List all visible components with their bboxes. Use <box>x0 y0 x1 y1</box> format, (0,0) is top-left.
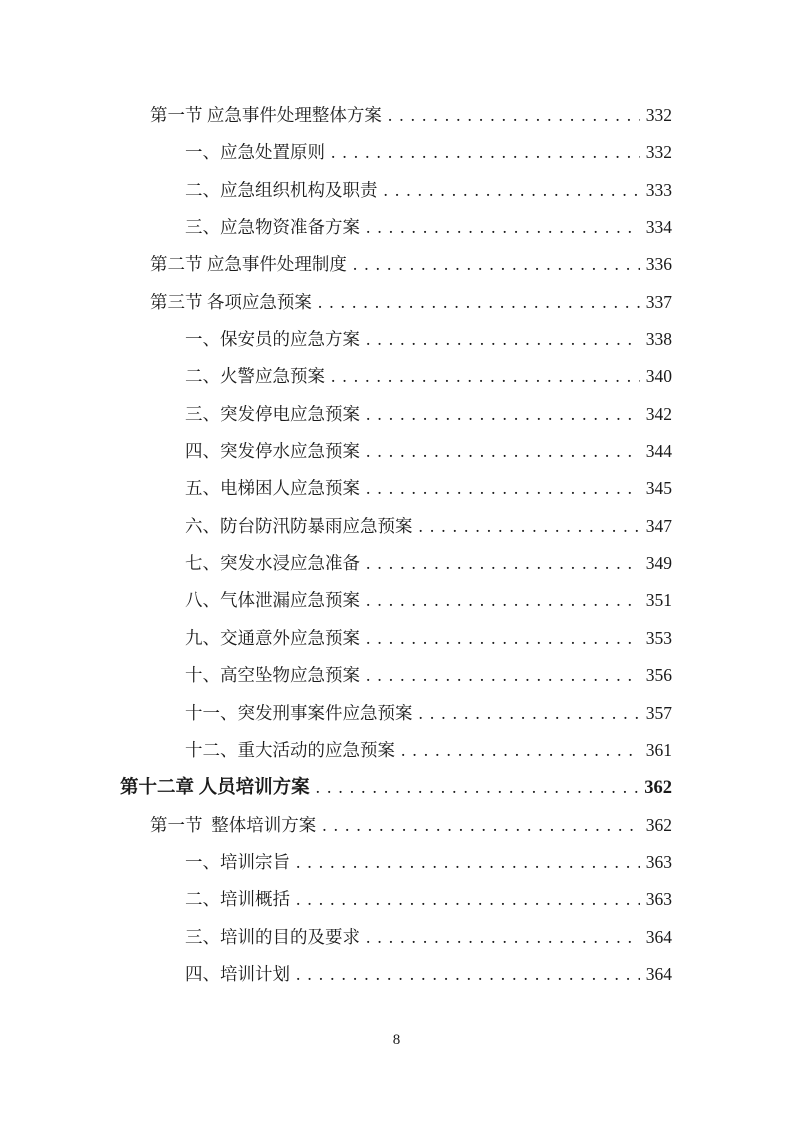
toc-dot-leader <box>322 807 640 844</box>
toc-entry-page: 344 <box>645 441 672 462</box>
toc-entry-title: 十二、重大活动的应急预案 <box>185 739 395 760</box>
toc-entry <box>0 246 672 283</box>
toc-entry <box>0 807 672 844</box>
toc-entry-page: 347 <box>645 515 672 536</box>
toc-entry-title: 二、应急组织机构及职责 <box>185 179 378 200</box>
toc-dot-leader <box>388 97 640 134</box>
toc-dot-leader <box>296 956 640 993</box>
toc-entry <box>0 956 672 993</box>
toc-dot-leader <box>419 695 641 732</box>
toc-entry-title: 九、交通意外应急预案 <box>185 627 360 648</box>
toc-dot-leader <box>366 620 640 657</box>
toc-entry-title: 第一节 整体培训方案 <box>150 814 317 835</box>
toc-entry <box>0 433 672 470</box>
toc-entry <box>0 470 672 507</box>
toc-entry-page: 364 <box>645 963 672 984</box>
toc-entry-page: 357 <box>645 702 672 723</box>
toc-entry <box>0 97 672 134</box>
toc-dot-leader <box>366 321 640 358</box>
toc-dot-leader <box>366 470 640 507</box>
toc-entry-title: 四、培训计划 <box>185 963 290 984</box>
toc-entry-page: 336 <box>645 254 672 275</box>
toc-entry-page: 353 <box>645 627 672 648</box>
toc-dot-leader <box>296 844 640 881</box>
toc-entry-page: 349 <box>645 553 672 574</box>
toc-entry <box>0 396 672 433</box>
toc-dot-leader <box>366 582 640 619</box>
toc-dot-leader <box>366 919 640 956</box>
toc-dot-leader <box>366 396 640 433</box>
toc-entry-title: 六、防台防汛防暴雨应急预案 <box>185 515 413 536</box>
toc-entry <box>0 284 672 321</box>
toc-dot-leader <box>366 545 640 582</box>
toc-entry <box>0 545 672 582</box>
toc-entry <box>0 582 672 619</box>
toc-entry <box>0 321 672 358</box>
toc-entry-page: 337 <box>645 291 672 312</box>
toc-entry <box>0 172 672 209</box>
toc-dot-leader <box>331 358 640 395</box>
toc-entry <box>0 209 672 246</box>
toc-entry-title: 三、应急物资准备方案 <box>185 217 360 238</box>
toc-entry-title: 十、高空坠物应急预案 <box>185 665 360 686</box>
toc-entry <box>0 919 672 956</box>
toc-dot-leader <box>353 246 640 283</box>
page-number: 8 <box>392 1032 401 1048</box>
toc-dot-leader <box>419 508 641 545</box>
toc-entry <box>0 695 672 732</box>
toc-entry-page: 364 <box>645 926 672 947</box>
toc-entry-title: 一、应急处置原则 <box>185 142 325 163</box>
toc-dot-leader <box>401 732 640 769</box>
toc-entry-page: 351 <box>645 590 672 611</box>
toc-entry <box>0 844 672 881</box>
toc-dot-leader <box>296 881 640 918</box>
toc-entry-title: 第二节 应急事件处理制度 <box>150 254 347 275</box>
toc-entry-title: 三、培训的目的及要求 <box>185 926 360 947</box>
toc-dot-leader <box>366 209 640 246</box>
toc-entry-page: 342 <box>645 403 672 424</box>
toc-entry-title: 四、突发停水应急预案 <box>185 441 360 462</box>
toc-entry-page: 332 <box>645 105 672 125</box>
toc-entry-title: 八、气体泄漏应急预案 <box>185 590 360 611</box>
toc-entry-page: 340 <box>645 366 672 387</box>
toc-entry <box>0 881 672 918</box>
toc-dot-leader <box>384 172 641 209</box>
toc-entry-title: 第三节 各项应急预案 <box>150 291 312 312</box>
toc-dot-leader <box>366 657 640 694</box>
toc-entry-page: 332 <box>645 142 672 163</box>
page-footer <box>0 1030 793 1050</box>
toc-entry <box>0 508 672 545</box>
toc-entry-page: 363 <box>645 851 672 872</box>
toc-list <box>0 97 672 993</box>
toc-entry-title: 五、电梯困人应急预案 <box>185 478 360 499</box>
toc-entry <box>0 769 672 806</box>
toc-entry-title: 二、培训概括 <box>185 889 290 910</box>
toc-dot-leader <box>316 769 640 807</box>
toc-entry-title: 一、保安员的应急方案 <box>185 329 360 350</box>
toc-entry-page: 362 <box>644 778 672 799</box>
toc-entry-title: 第一节 应急事件处理整体方案 <box>150 105 382 125</box>
toc-entry-title: 一、培训宗旨 <box>185 851 290 872</box>
toc-entry <box>0 134 672 171</box>
toc-entry-page: 356 <box>645 665 672 686</box>
toc-entry <box>0 358 672 395</box>
toc-entry-title: 三、突发停电应急预案 <box>185 403 360 424</box>
toc-entry <box>0 732 672 769</box>
toc-entry-page: 363 <box>645 889 672 910</box>
toc-entry <box>0 657 672 694</box>
toc-entry-page: 345 <box>645 478 672 499</box>
toc-entry-title: 第十二章 人员培训方案 <box>120 778 310 799</box>
toc-entry-page: 333 <box>645 179 672 200</box>
toc-entry-page: 361 <box>645 739 672 760</box>
toc-entry-page: 334 <box>645 217 672 238</box>
toc-dot-leader <box>366 433 640 470</box>
toc-dot-leader <box>331 134 640 171</box>
toc-entry <box>0 620 672 657</box>
toc-entry-page: 338 <box>645 329 672 350</box>
toc-entry-title: 二、火警应急预案 <box>185 366 325 387</box>
toc-entry-title: 七、突发水浸应急准备 <box>185 553 360 574</box>
toc-entry-page: 362 <box>645 814 672 835</box>
toc-entry-title: 十一、突发刑事案件应急预案 <box>185 702 413 723</box>
toc-dot-leader <box>318 284 640 321</box>
